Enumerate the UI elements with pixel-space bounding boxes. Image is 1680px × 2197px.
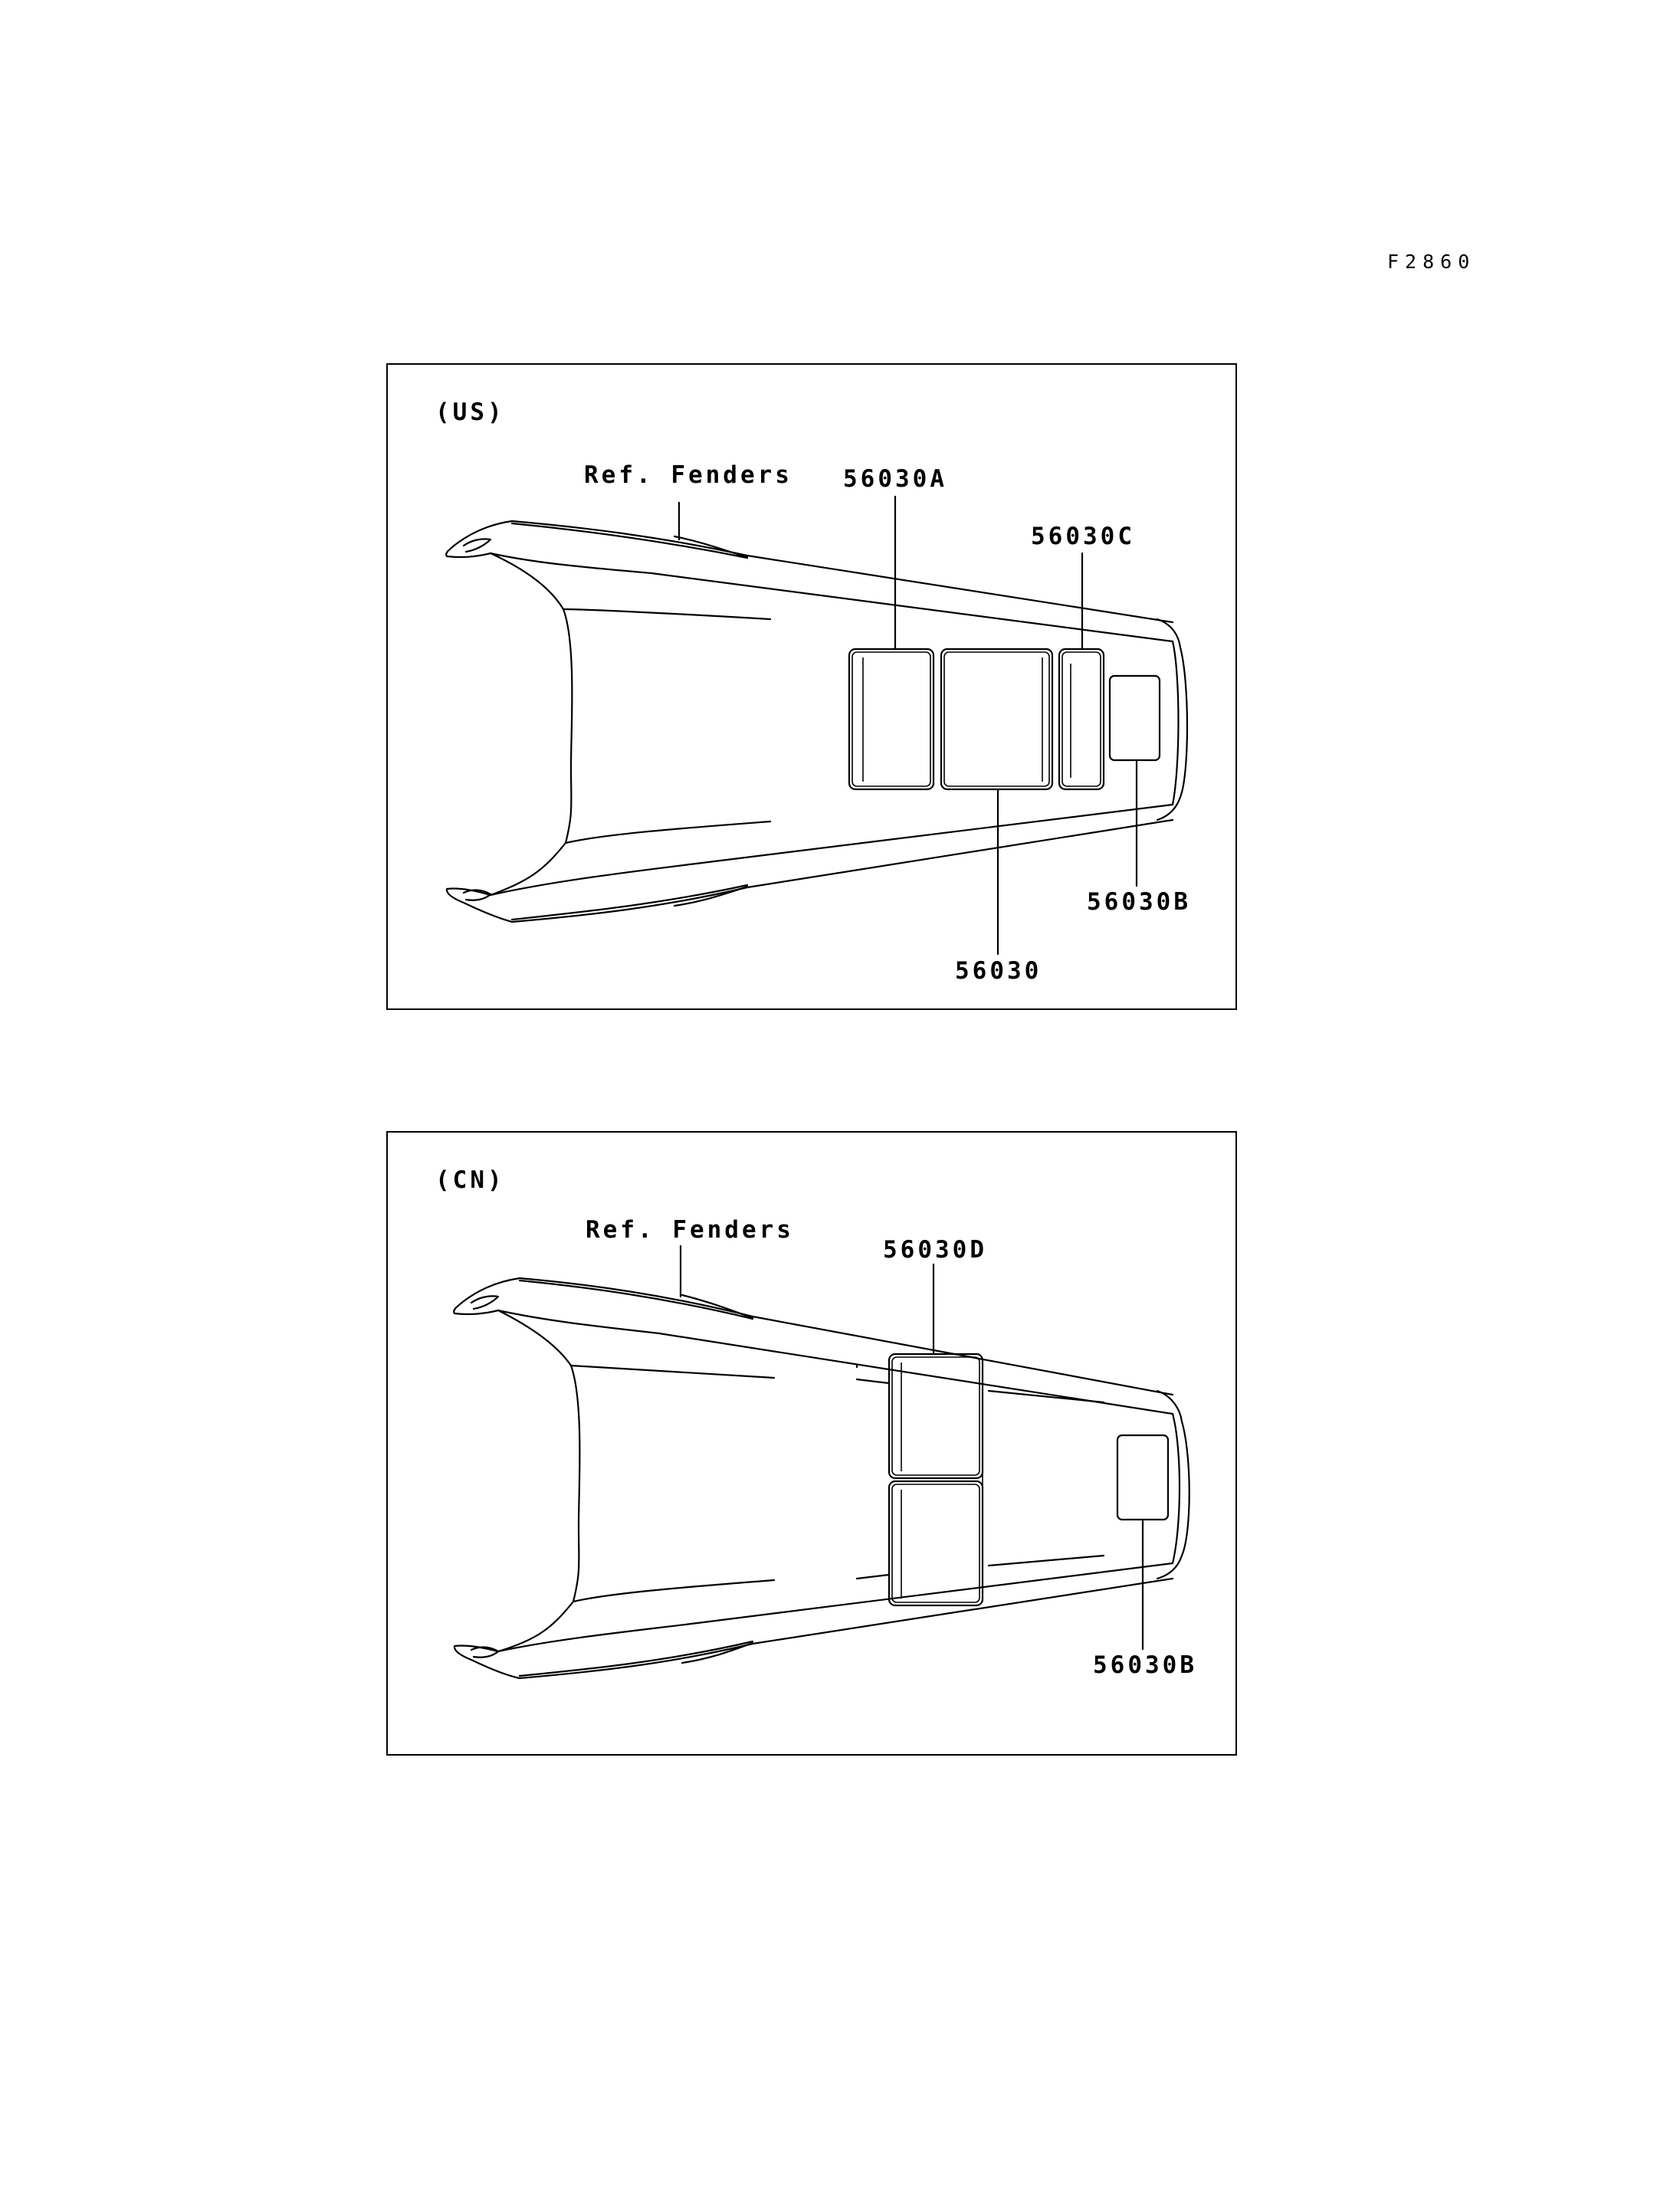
label-56030b-cn: 56030B [1093, 1651, 1197, 1679]
panel-us [387, 364, 1236, 1009]
label-ref-fenders-cn: Ref. Fenders [586, 1216, 794, 1244]
label-56030c: 56030C [1031, 523, 1135, 550]
panel-cn-region-label: (CN) [435, 1166, 505, 1194]
decal-56030c-us [1059, 649, 1104, 789]
decal-56030-us [941, 649, 1052, 789]
label-ref-fenders-us: Ref. Fenders [584, 461, 792, 489]
figure-code: F2860 [1387, 251, 1476, 273]
decal-56030a-us [849, 649, 934, 789]
label-56030a: 56030A [843, 465, 947, 493]
decal-56030d-cn [889, 1354, 983, 1605]
decal-56030b-cn [1117, 1435, 1168, 1520]
panel-us-region-label: (US) [435, 398, 505, 426]
label-56030b-us: 56030B [1087, 888, 1191, 916]
decal-56030b-us [1110, 676, 1160, 760]
label-56030d: 56030D [883, 1236, 987, 1264]
panel-cn [387, 1132, 1236, 1755]
fender-us-outline [446, 521, 1187, 922]
label-56030: 56030 [955, 957, 1042, 985]
fender-cn-outline [454, 1278, 1189, 1678]
